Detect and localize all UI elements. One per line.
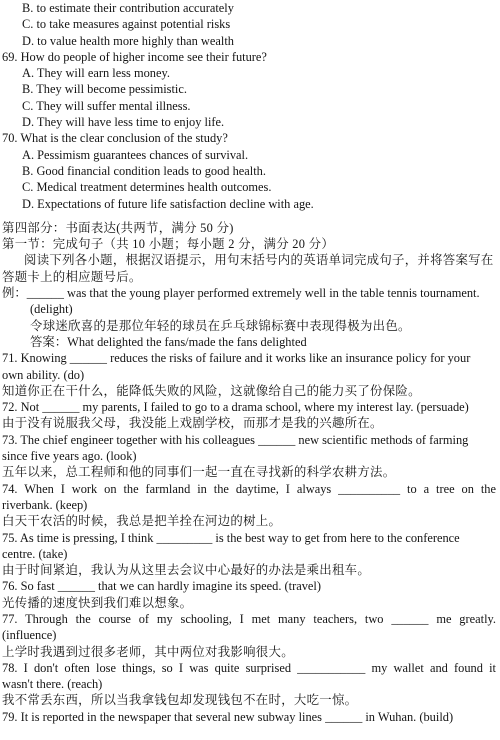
q73-sentence-cont: since five years ago. (look) — [2, 449, 137, 464]
part4-section1-heading: 第一节：完成句子（共 10 小题；每小题 2 分，满分 20 分） — [2, 237, 335, 252]
part4-instructions-line2: 答题卡上的相应题号后。 — [2, 269, 142, 284]
q77-sentence-cont: (influence) — [2, 628, 57, 643]
part4-instructions-line1: 阅读下列各小题，根据汉语提示，用句末括号内的英语单词完成句子，并将答案写在 — [24, 253, 494, 268]
q69-stem: 69. How do people of higher income see their future? — [2, 49, 267, 64]
q70-option-c: C. Medical treatment determines health outcomes. — [22, 180, 272, 195]
q75-chinese: 由于时间紧迫，我认为从这里去会议中心最好的办法是乘出租车。 — [2, 563, 371, 578]
q71-chinese: 知道你正在干什么，能降低失败的风险，这就像给自己的能力买了份保险。 — [2, 383, 421, 398]
q70-stem: 70. What is the clear conclusion of the study? — [2, 131, 228, 146]
q72-chinese: 由于没有说服我父母，我没能上戏剧学校，而那才是我的兴趣所在。 — [2, 416, 383, 431]
example-answer: 答案：What delighted the fans/made the fans delighted — [30, 334, 307, 349]
q69-option-c: C. They will suffer mental illness. — [22, 98, 191, 113]
q70-option-b: B. Good financial condition leads to good health. — [22, 163, 266, 178]
q69-option-b: B. They will become pessimistic. — [22, 82, 187, 97]
q75-sentence: 75. As time is pressing, I think _________ is the best way to get from here to the conference — [2, 530, 460, 545]
example-sentence: 例：______ was that the young player performed extremely well in the table tennis tournament. — [2, 286, 480, 301]
q69-option-d: D. They will have less time to enjoy life. — [22, 115, 225, 130]
q72-sentence: 72. Not ______ my parents, I failed to go to a drama school, where my interest lay. (persuade) — [2, 400, 469, 415]
example-chinese: 令球迷欣喜的是那位年轻的球员在乒乓球锦标赛中表现得极为出色。 — [30, 318, 411, 333]
q78-chinese: 我不常丢东西，所以当我拿钱包却发现钱包不在时，大吃一惊。 — [2, 693, 358, 708]
q79-sentence: 79. It is reported in the newspaper that several new subway lines ______ in Wuhan. (build) — [2, 709, 454, 724]
q68-option-d: D. to value health more highly than wealth — [22, 33, 234, 48]
q77-sentence: 77. Through the course of my schooling, I met many teachers, two ______ me greatly. — [2, 611, 496, 626]
q68-option-c: C. to take measures against potential risks — [22, 17, 231, 32]
q71-sentence: 71. Knowing ______ reduces the risks of failure and it works like an insurance policy for your — [2, 351, 471, 366]
part4-heading: 第四部分：书面表达(共两节，满分 50 分) — [2, 220, 234, 235]
q70-option-d: D. Expectations of future life satisfaction decline with age. — [22, 196, 314, 211]
q74-sentence: 74. When I work on the farmland in the daytime, I always __________ to a tree on the — [2, 481, 496, 496]
example-hint-word: (delight) — [30, 302, 73, 317]
q78-sentence-cont: wasn't there. (reach) — [2, 677, 103, 692]
q76-chinese: 光传播的速度快到我们难以想象。 — [2, 595, 193, 610]
q71-sentence-cont: own ability. (do) — [2, 367, 85, 382]
q73-sentence: 73. The chief engineer together with his colleagues ______ new scientific methods of farming — [2, 432, 469, 447]
q70-option-a: A. Pessimism guarantees chances of survival. — [22, 147, 249, 162]
q74-sentence-cont: riverbank. (keep) — [2, 497, 88, 512]
q77-chinese: 上学时我遇到过很多老师，其中两位对我影响很大。 — [2, 644, 294, 659]
q68-option-b: B. to estimate their contribution accurately — [22, 1, 234, 15]
q73-chinese: 五年以来，总工程师和他的同事们一起一直在寻找新的科学农耕方法。 — [2, 465, 396, 480]
q78-sentence: 78. I don't often lose things, so I was quite surprised ___________ my wallet and found it — [2, 660, 496, 675]
q69-option-a: A. They will earn less money. — [22, 66, 170, 81]
q74-chinese: 白天干农活的时候，我总是把羊拴在河边的树上。 — [2, 514, 282, 529]
q75-sentence-cont: centre. (take) — [2, 546, 68, 561]
q76-sentence: 76. So fast ______ that we can hardly imagine its speed. (travel) — [2, 579, 321, 594]
